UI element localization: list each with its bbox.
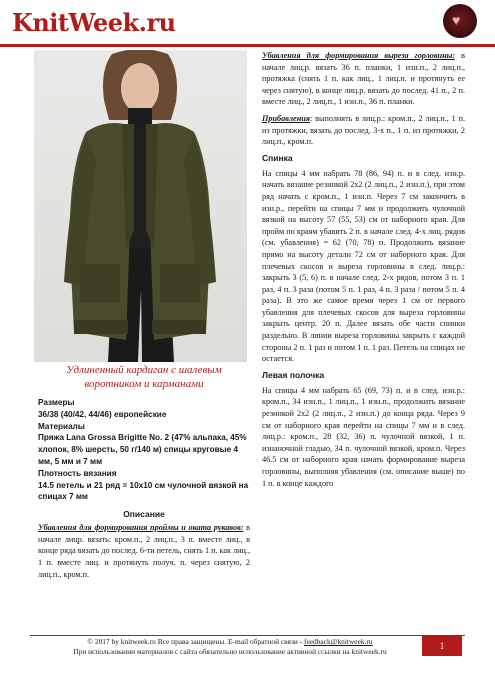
feedback-email-link[interactable]: feedback@knitweek.ru [304,637,373,646]
spec-gauge-heading: Плотность вязания [38,468,117,478]
pattern-title: Удлиненный кардиган с шалевым воротником и карманами [66,364,222,390]
spec-materials-value: Пряжа Lana Grossa Brigitte No. 2 (47% альпака, 45% хлопок, 8% шерсть, 50 г/140 м) спицы круговые 4 мм, 5 мм и 7 мм [38,433,247,466]
page-number: 1 [422,636,462,656]
page-header [0,0,495,44]
neckline-text: в начале лиц.р. вязать 36 п. планки, 1 изн.п., 2 лиц.п., протяжка (снять 1 п. как лиц., 1 лиц.п. и протянуть ее через снятую), в конце лиц.р. вязать до послед. 41 п., 2 п. вместе лиц., 2 лиц.п., 1 изн.п., 36 п. планки. [262,51,465,107]
copyright-line [30,637,430,647]
right-column [262,50,465,494]
cardigan-photo [34,50,247,362]
back-heading: Спинка [262,152,293,163]
left-column [38,364,250,580]
increase-text: : выполнять в лиц.р.: кром.п., 2 лиц.п., 1 п. из протяжки, вязать до послед. 3-х п., 1 п. из протяжки, 2 лиц.п., кром.п. [262,113,465,147]
neckline-lead: Убавления для формирования выреза горловины: [262,51,456,60]
increase-paragraph [262,113,465,148]
copyright-text: © 2017 by knitweek.ru Все права защищены. E-mail обратной связи - [87,637,304,646]
description-text: в начале лицр. вязать: кром.п., 2 лиц.п., 3 п. вместе лиц., в конце ряда вязать до послед. 6-ти петель, снять 1 п. как лиц., 1 п. вместе лиц. и протянуть получ. п. через снятую, 2 лиц.п., кром.п. [38,523,251,579]
site-logo[interactable]: KnitWeek.ru [12,8,176,37]
header-divider [0,44,495,47]
spec-sizes-value: 36/38 (40/42, 44/46) европейские [38,409,167,419]
page-footer [30,637,430,657]
increase-lead: Прибавления [262,113,311,123]
neckline-decrease-paragraph [262,50,465,108]
left-front-heading: Левая полочка [262,369,325,380]
spec-sizes-heading: Размеры [38,398,75,407]
description-lead: Убавления для формирования проймы и оката рукавов: [38,523,244,533]
footer-divider [30,635,465,636]
spec-gauge-value: 14.5 петель и 21 ряд = 10x10 см чулочной вязкой на спицах 7 мм [38,480,249,502]
usage-notice: При использовании материалов с сайта обязательно использование активной ссылки на knitweek.ru [73,647,387,656]
back-paragraph: На спицы 4 мм набрать 78 (86, 94) п. и в след. изн.р. начать вязание резинкой 2x2 (2 лиц.п., 2 изн.п.), при этом ряд начать с кром.п., 1 изн.п. Через 7 см закончить в изн.р., перейти на спицы 7 мм и продолжить чулочной вязкой на высоту 57 (55, 53) см от наборного края. Для пройм по краям убавить 2 п. в начале след. 4-х лиц. рядов (см. убавления) = 62 (70, 78) п. Продолжить вязание прямо на высоту детали 72 см от наборного края. Для плечевых скосов и выреза горловины в след. лиц.р.: закрыть 3 (5, 6) п. в начале след. 2-х рядов, потом 3 п. 1 раз, 4 п. 3 раза (потом 5 п. 1 раз, 4 п. 3 раза / потом 5 п. 4 раза). В это же самое время через 1 см от первого убавления для плечевых скосов для выреза горловины закрыть центр. 20 п. Далее вязать обе части спинки раздельно. В линии выреза горловины закрыть с каждой стороны 2 п. 1 раз и потом 1 п. 1 раз. Петель на спицах не остается. [262,168,465,364]
left-front-paragraph: На спицы 4 мм набрать 65 (69, 73) п. и в след. изн.р.: кром.п., 34 изн.п., 1 лиц.п., 1 изн.п., продолжить вязание резинкой 2x2 (2 лиц.п., 2 изн.п.) до конца ряда. Через 9 см от наборного края перейти на спицы 7 мм и в след. лиц.р.: кром.п., 28 (32, 36) п. чулочной вязкой, 1 п. изнаночной гладью, 34 п. чулочной вязкой, кром.п. Через 46.5 см от наборного края начать формирование выреза горловины, выполняя убавления (см. описание выше) по 1 п. в конце каждого [262,385,465,488]
description-paragraph [38,522,250,580]
heart-emblem-icon: ♥ [443,4,477,38]
description-heading: Описание [123,509,165,520]
specs-block [38,397,250,503]
spec-materials-heading: Материалы [38,421,85,431]
